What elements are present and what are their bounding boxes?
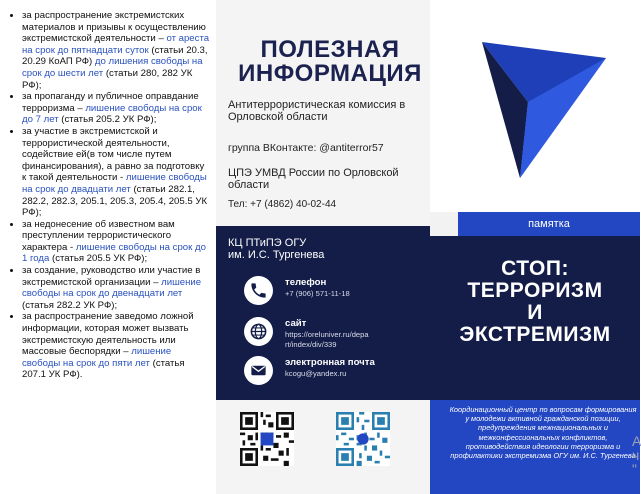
main-heading: СТОП: ТЕРРОРИЗМ И ЭКСТРЕМИЗМ xyxy=(459,257,611,346)
site-label: сайт xyxy=(285,318,307,329)
middle-panel xyxy=(216,0,430,494)
phone-label: телефон xyxy=(285,277,327,288)
email-link[interactable]: kcogu@yandex.ru xyxy=(285,369,347,378)
logo-area xyxy=(430,0,640,212)
list-item: • за недонесение об известном вам преступлении террористического характера - лишение свободы на срок до 1 года (статья 205.5 УК РФ); xyxy=(22,219,210,265)
page-title: ПОЛЕЗНАЯ ИНФОРМАЦИЯ xyxy=(238,36,422,87)
list-item: • за распространение заведомо ложной информации, которая может вызвать экстремистскую деятельность или массовые беспорядки – лишение свободы на срок до пяти лет (статья 207.1 УК РФ). xyxy=(22,311,210,381)
list-item: • за участие в экстремистской и террористической деятельности, содействие ей(в том числе путем финансирования), а равно за подготовку к такой деятельности - лишение свободы на срок до двадцати лет (статьи 282.1, 282.2, 282.3, 205.1, 205.3, 205.4, 205.5 УК РФ); xyxy=(22,126,210,219)
penalty-list xyxy=(0,0,216,381)
coordination-center-text: Координационный центр по вопросам формирования у молодежи активной гражданской позиции, предупреждения межнациональных и межконфессиональных конфликтов, противодействия идеологии терроризма и профилактики экстремизма ОГУ им. И.С. Тургенева xyxy=(449,405,637,461)
email-label: электронная почта xyxy=(285,357,375,368)
logo-arrow-icon xyxy=(430,0,640,212)
envelope-icon xyxy=(244,356,273,385)
globe-icon xyxy=(244,317,273,346)
phone-value: +7 (906) 571-11-18 xyxy=(285,289,350,298)
contacts-block xyxy=(216,226,430,400)
site-link[interactable]: https://oreluniver.ru/depa rt/index/div/339 xyxy=(285,330,369,349)
phone-icon xyxy=(244,276,273,305)
memo-badge: памятка xyxy=(458,212,640,236)
org-name: Антитеррористическая комиссия в Орловской области xyxy=(228,99,406,123)
cut-edge-text: А ч " xyxy=(632,433,641,477)
cpe-name: ЦПЭ УМВД России по Орловской области xyxy=(228,167,399,191)
list-item: • за пропаганду и публичное оправдание терроризма – лишение свободы на срок до 7 лет (статья 205.2 УК РФ); xyxy=(22,91,210,126)
list-item: • за распространение экстремистских материалов и призывы к осуществлению экстремистской деятельности – от ареста на срок до пятнадцати суток (статьи 20.3, 20.29 КоАП РФ) до лишения свободы на срок до шести лет (статьи 280, 282 УК РФ); xyxy=(22,10,210,91)
qr-code-icon xyxy=(336,412,390,466)
vk-group: группа ВКонтакте: @antiterror57 xyxy=(228,142,384,154)
kc-title: КЦ ПТиПЭ ОГУ им. И.С. Тургенева xyxy=(228,237,325,261)
phone-number: Тел: +7 (4862) 40-02-44 xyxy=(228,199,337,210)
right-panel xyxy=(430,0,640,494)
list-item: • за создание, руководство или участие в экстремистской организации – лишение свободы на срок до двенадцати лет (статья 282.2 УК РФ); xyxy=(22,265,210,311)
qr-code-icon xyxy=(240,412,294,466)
left-panel xyxy=(0,0,216,494)
